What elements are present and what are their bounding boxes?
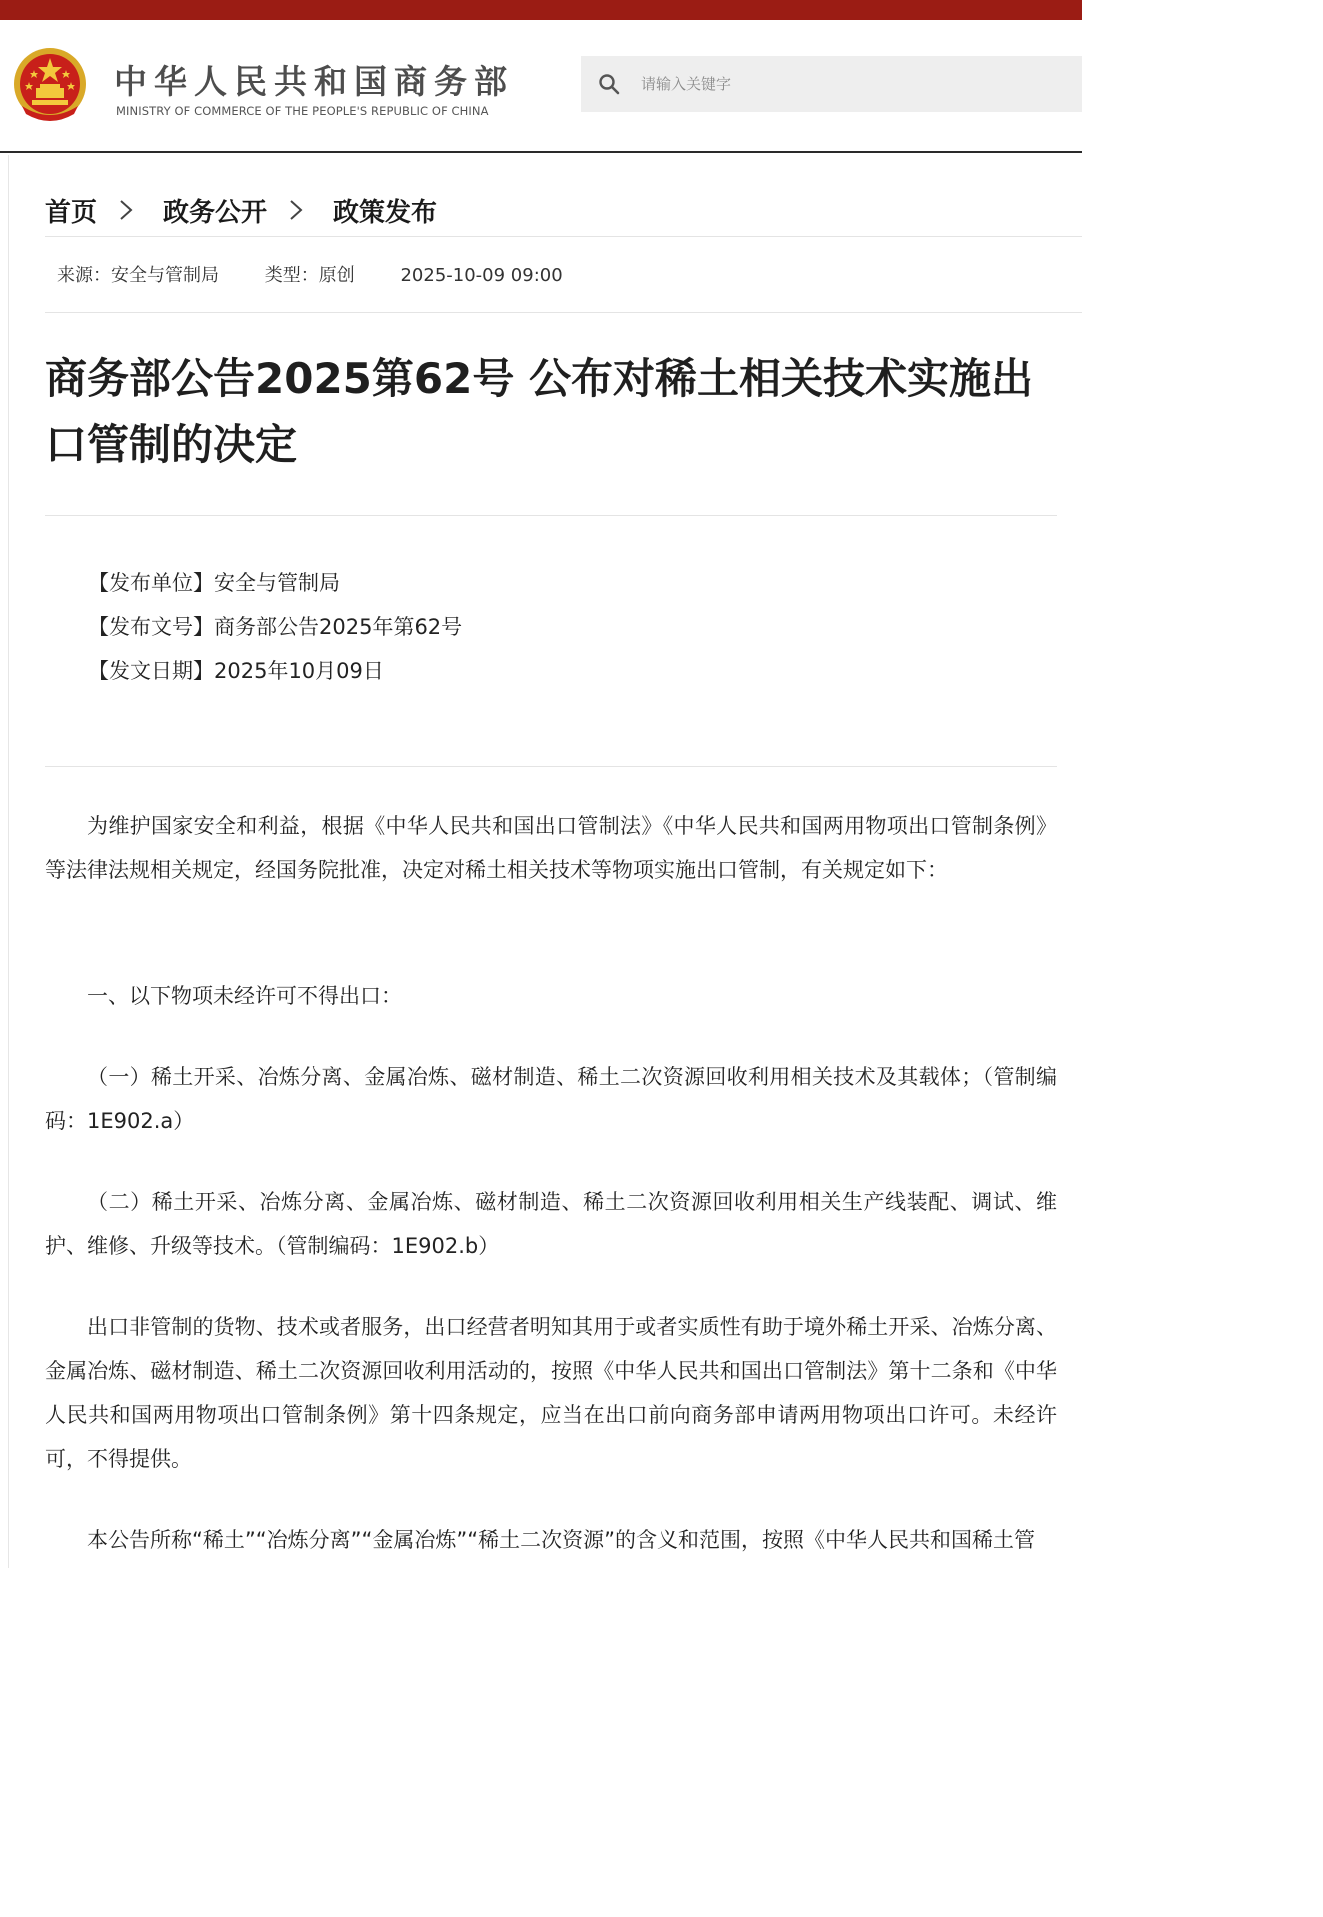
ministry-name-en[interactable]: MINISTRY OF COMMERCE OF THE PEOPLE'S REPUBLIC OF CHINA (116, 104, 489, 118)
breadcrumb-policy-release[interactable]: 政策发布 (333, 197, 438, 228)
publication-info (88, 561, 462, 693)
divider (45, 766, 1057, 767)
search-box[interactable] (581, 56, 1082, 112)
divider (45, 312, 1082, 313)
article-title: 商务部公告2025第62号 公布对稀土相关技术实施出口管制的决定 (45, 354, 1033, 469)
info-issue-date: 【发文日期】2025年10月09日 (88, 659, 384, 683)
search-icon[interactable] (598, 73, 620, 95)
national-emblem-icon[interactable] (12, 46, 88, 122)
article-meta (57, 261, 563, 287)
search-input[interactable] (641, 68, 1061, 100)
breadcrumb-home[interactable]: 首页 (45, 197, 98, 228)
ministry-name-cn[interactable]: 中华人民共和国商务部 (114, 62, 514, 101)
breadcrumb-gov-affairs[interactable]: 政务公开 (163, 197, 268, 228)
left-border-line (8, 155, 9, 1568)
breadcrumb (45, 190, 437, 230)
meta-type: 类型：原创 (264, 265, 355, 286)
info-issuer: 【发布单位】安全与管制局 (88, 571, 340, 595)
body-paragraph: 出口非管制的货物、技术或者服务，出口经营者明知其用于或者实质性有助于境外稀土开采、冶炼分离、金属冶炼、磁材制造、稀土二次资源回收利用活动的，按照《中华人民共和国出口管制法》第十二条和《中华人民共和国两用物项出口管制条例》第十四条规定，应当在出口前向商务部申请两用物项出口许可。未经许可，不得提供。 (45, 1315, 1057, 1471)
body-paragraph: （一）稀土开采、冶炼分离、金属冶炼、磁材制造、稀土二次资源回收利用相关技术及其载体；（管制编码：1E902.a） (45, 1065, 1057, 1133)
body-paragraph: 一、以下物项未经许可不得出口： (87, 984, 402, 1008)
divider (45, 515, 1057, 516)
chevron-right-icon (107, 195, 147, 225)
site-header (0, 20, 1082, 153)
top-accent-bar (0, 0, 1082, 20)
info-document-number: 【发布文号】商务部公告2025年第62号 (88, 615, 463, 639)
meta-source: 来源：安全与管制局 (57, 265, 219, 286)
body-paragraph: （二）稀土开采、冶炼分离、金属冶炼、磁材制造、稀土二次资源回收利用相关生产线装配、调试、维护、维修、升级等技术。（管制编码：1E902.b） (45, 1190, 1057, 1258)
chevron-right-icon (277, 195, 317, 225)
meta-datetime: 2025-10-09 09:00 (400, 265, 563, 286)
divider (45, 236, 1082, 237)
body-paragraph: 本公告所称“稀土”“冶炼分离”“金属冶炼”“稀土二次资源”的含义和范围，按照《中华人民共和国稀土管 (87, 1528, 1036, 1552)
body-paragraph: 为维护国家安全和利益，根据《中华人民共和国出口管制法》《中华人民共和国两用物项出口管制条例》等法律法规相关规定，经国务院批准，决定对稀土相关技术等物项实施出口管制，有关规定如下： (45, 814, 1057, 882)
